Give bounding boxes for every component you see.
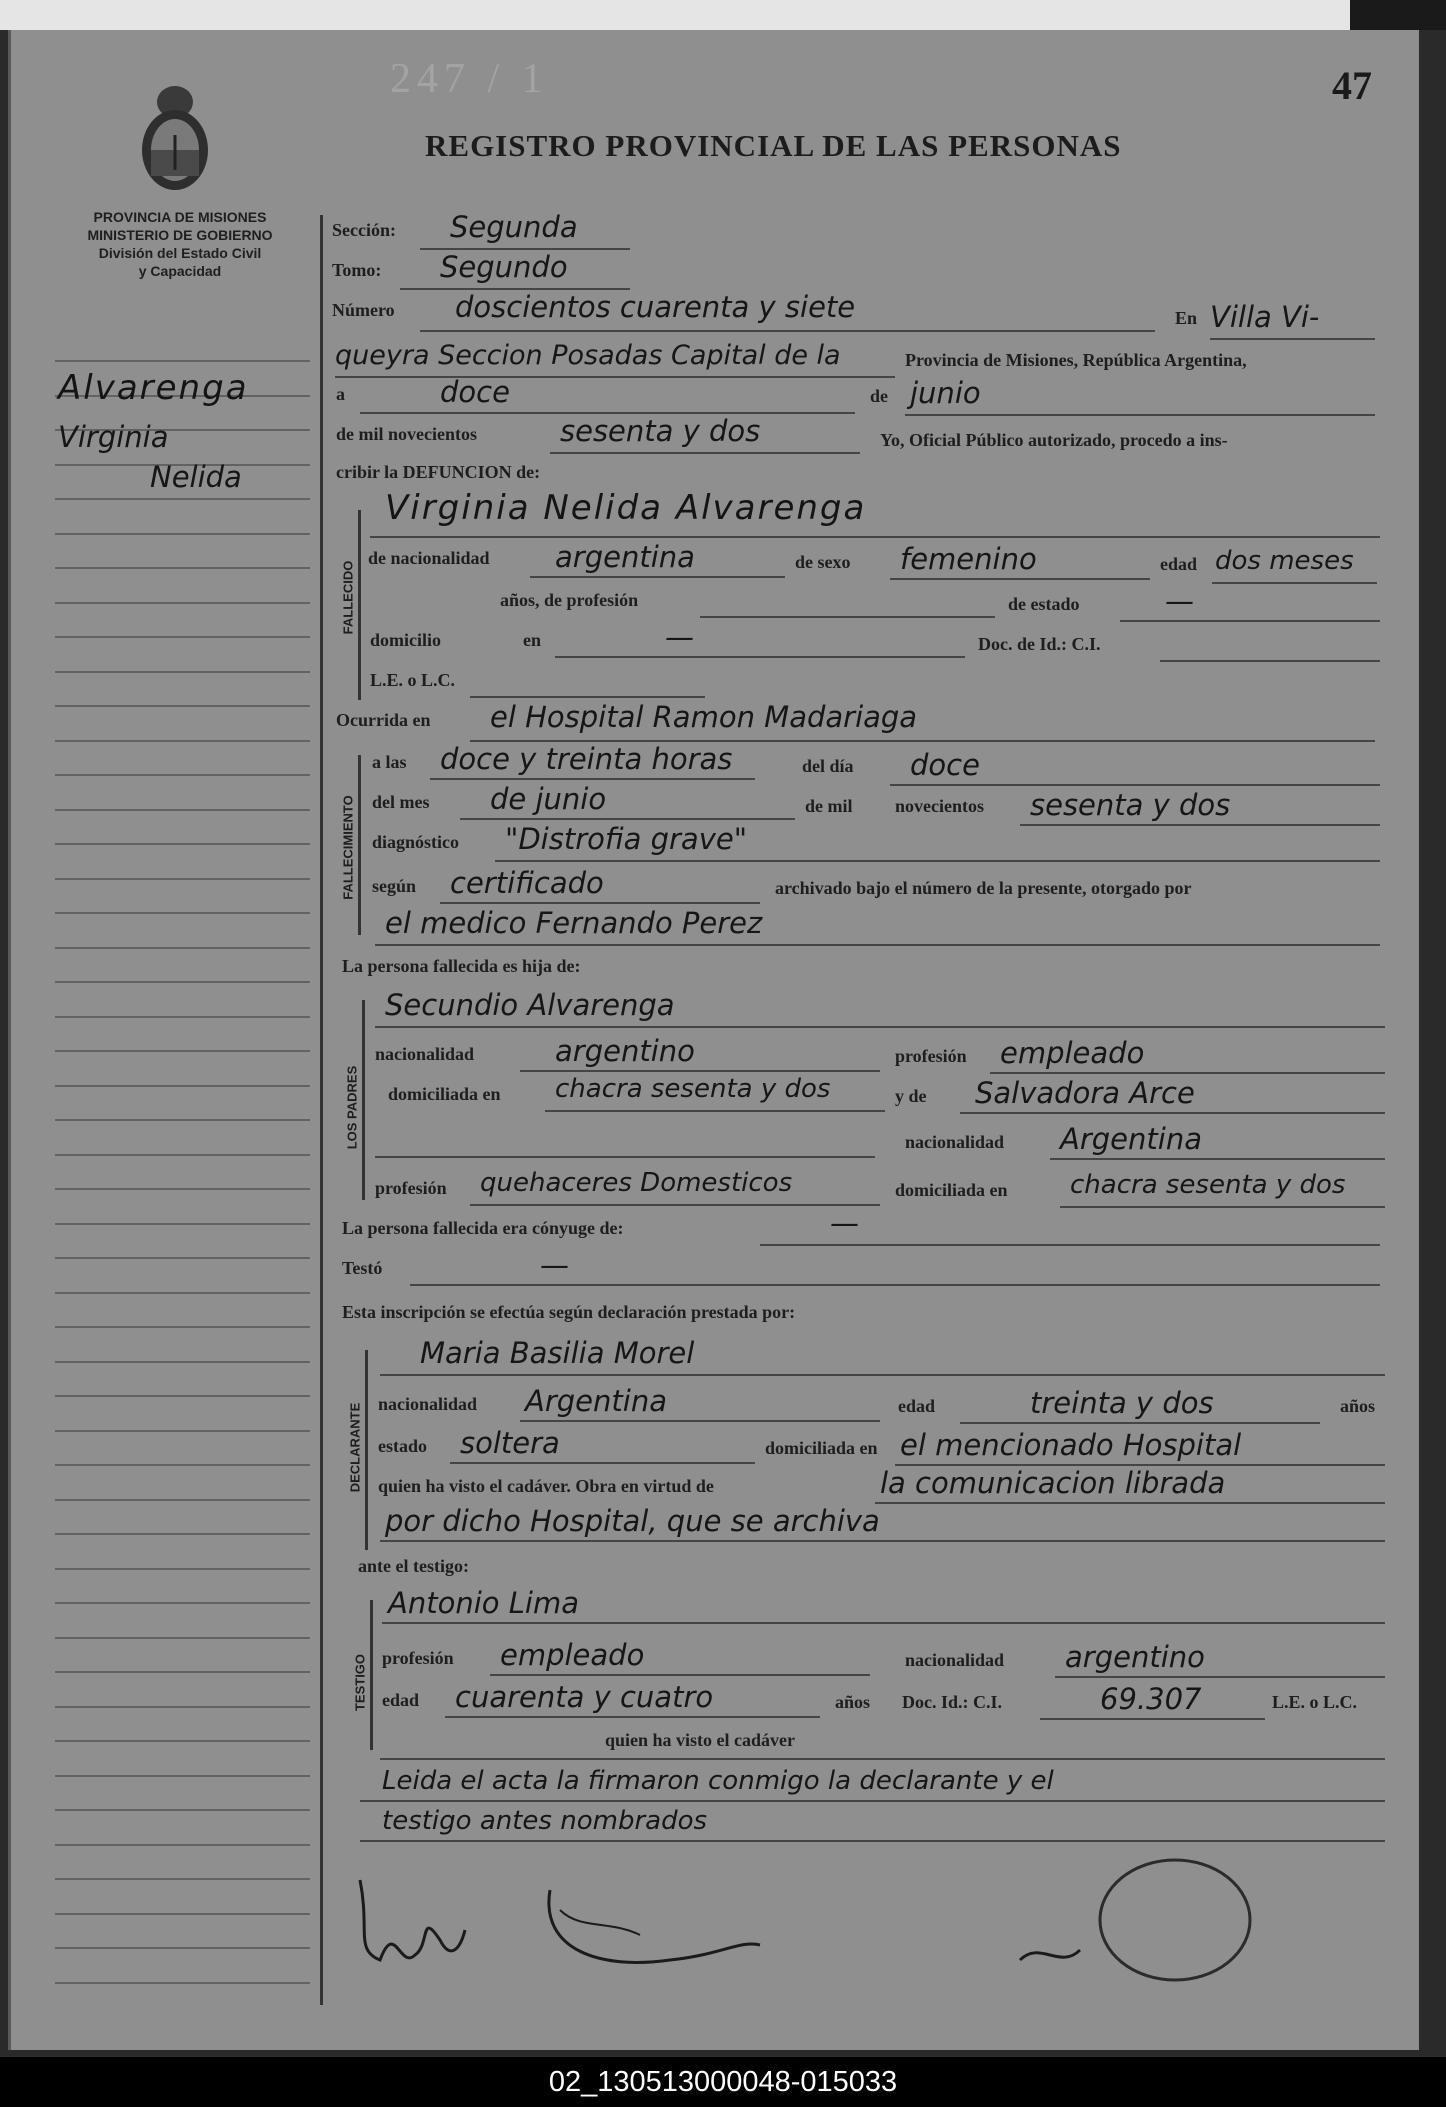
domicilio-value: — [665, 620, 694, 654]
decl-domicilio-value: el mencionado Hospital [900, 1428, 1242, 1462]
margin-rule-line [55, 1706, 310, 1708]
madre-extra-line [375, 1156, 875, 1158]
madre-nacionalidad-line [1050, 1158, 1385, 1160]
diagnostico-line [495, 860, 1380, 862]
oficial-label: Yo, Oficial Público autorizado, procedo a ins- [880, 430, 1228, 450]
top-dark-corner [1350, 0, 1446, 30]
margin-rule-line [55, 809, 310, 811]
signature-testigo-icon [549, 1890, 760, 1962]
numero-label: Número [332, 300, 395, 320]
margin-rule-line [55, 878, 310, 880]
testigo-edad-label: edad [382, 1690, 420, 1710]
del-dia-label: del día [802, 756, 854, 776]
padre-profesion-line [990, 1072, 1385, 1074]
quien-ha-visto-label: quien ha visto el cadáver. Obra en virtud de [378, 1476, 714, 1496]
testigo-anos-label: años [835, 1692, 871, 1712]
testigo-doc-label: Doc. Id.: C.I. [902, 1692, 1003, 1712]
a-las-value: doce y treinta horas [440, 742, 733, 776]
margin-rule-line [55, 567, 310, 569]
testigo-profesion-label: profesión [382, 1648, 454, 1668]
margin-rule-line [55, 1947, 310, 1949]
declaracion-label: Esta inscripción se efectúa según declaración prestada por: [342, 1302, 796, 1322]
segun-line [440, 902, 760, 904]
margin-rule-line [55, 1016, 310, 1018]
margin-rule-line [55, 947, 310, 949]
decl-edad-label: edad [898, 1396, 936, 1416]
margin-firstname: Virginia [58, 420, 169, 454]
hija-de-label: La persona fallecida es hija de: [342, 956, 581, 976]
testigo-edad-line [445, 1716, 820, 1718]
margin-rule-line [55, 1430, 310, 1432]
margin-rule-line [55, 1154, 310, 1156]
margin-rule-line [55, 1913, 310, 1915]
margin-rule-line [55, 533, 310, 535]
diagnostico-value: "Distrofia grave" [505, 822, 748, 856]
margin-rule-line [55, 1568, 310, 1570]
top-strip [0, 0, 1446, 30]
nacionalidad-value: argentina [555, 540, 695, 574]
ano-value: sesenta y dos [560, 414, 761, 448]
margin-rule-line [55, 1119, 310, 1121]
ante-testigo-label: ante el testigo: [358, 1556, 469, 1576]
nacionalidad-line [530, 576, 785, 578]
anio-fallec-line [1020, 824, 1380, 826]
margin-rule-line [55, 1085, 310, 1087]
ocurrida-label: Ocurrida en [336, 710, 431, 730]
a-las-label: a las [372, 752, 407, 772]
decl-estado-line [450, 1462, 755, 1464]
doc-id-line [1160, 660, 1380, 662]
signature-declarante-icon [360, 1880, 465, 1960]
obra-virtud-value-1: la comunicacion librada [880, 1466, 1226, 1500]
ano-line [550, 452, 860, 454]
margin-rule-line [55, 498, 310, 500]
seccion-value: Segunda [450, 210, 578, 244]
en-lower-label: en [523, 630, 541, 650]
agency-line: PROVINCIA DE MISIONES [93, 209, 267, 225]
del-dia-line [890, 784, 1380, 786]
domicilio-line [555, 656, 965, 658]
testigo-ci-line [1040, 1718, 1265, 1720]
madre-profesion-line [470, 1204, 880, 1206]
madre-name: Salvadora Arce [975, 1076, 1195, 1110]
margin-rule-line [55, 1533, 310, 1535]
testigo-profesion-line [490, 1674, 870, 1676]
anio-fallec-value: sesenta y dos [1030, 788, 1231, 822]
testigo-nacionalidad-line [1055, 1676, 1385, 1678]
diagnostico-label: diagnóstico [372, 832, 460, 852]
decl-edad-value: treinta y dos [1030, 1386, 1214, 1420]
declarante-line [380, 1374, 1385, 1376]
lugar-value-1: Villa Vi- [1210, 300, 1320, 334]
margin-rule-line [55, 1982, 310, 1984]
agency-line: y Capacidad [138, 263, 222, 279]
deceased-name: Virginia Nelida Alvarenga [385, 488, 867, 528]
padre-profesion-value: empleado [1000, 1036, 1145, 1070]
padre-domicilio-value: chacra sesenta y dos [555, 1074, 831, 1104]
sexo-line [890, 578, 1150, 580]
padres-bracket [362, 1000, 365, 1200]
numero-value: doscientos cuarenta y siete [455, 290, 856, 324]
margin-rule-line [55, 636, 310, 638]
medico-value: el medico Fernando Perez [385, 906, 763, 940]
decl-edad-line [960, 1422, 1320, 1424]
closing-rule-2 [360, 1840, 1385, 1842]
lugar-value-2: queyra Seccion Posadas Capital de la [335, 340, 841, 371]
quien-visto-label: quien ha visto el cadáver [605, 1730, 796, 1750]
de-label: de [870, 386, 888, 406]
testigo-nacionalidad-label: nacionalidad [905, 1650, 1005, 1670]
signatures [340, 1850, 1400, 2000]
closing-line-1: Leida el acta la firmaron conmigo la declarante y el [382, 1766, 1054, 1796]
coat-of-arms-icon [130, 80, 220, 200]
lugar-line-1 [1210, 338, 1375, 340]
domiciliada-label: domiciliada en [388, 1084, 501, 1104]
margin-rule-line [55, 602, 310, 604]
testo-label: Testó [342, 1258, 383, 1278]
seccion-label: Sección: [332, 220, 396, 240]
decl-estado-label: estado [378, 1436, 427, 1456]
y-de-label: y de [895, 1086, 927, 1106]
testigo-bracket [370, 1600, 373, 1750]
ocurrida-value: el Hospital Ramon Madariaga [490, 700, 918, 734]
padre-profesion-label: profesión [895, 1046, 967, 1066]
domicilio-label: domicilio [370, 630, 441, 650]
testigo-line [382, 1622, 1385, 1624]
margin-rule-line [55, 1292, 310, 1294]
decl-estado-value: soltera [460, 1426, 560, 1460]
margin-rule-line [55, 360, 310, 362]
edad-label: edad [1160, 554, 1198, 574]
signature-oficial-icon [1020, 1950, 1080, 1960]
fallecido-side-label: FALLECIDO [340, 560, 356, 635]
margin-rule-line [55, 1257, 310, 1259]
estado-label: de estado [1008, 594, 1080, 614]
agency-line: División del Estado Civil [98, 245, 262, 261]
margin-rule-line [55, 1637, 310, 1639]
padre-nacionalidad-line [520, 1070, 880, 1072]
testigo-nacionalidad-value: argentino [1065, 1640, 1205, 1674]
document-title: REGISTRO PROVINCIAL DE LAS PERSONAS [425, 128, 1122, 163]
testigo-ci-value: 69.307 [1100, 1682, 1202, 1716]
madre-profesion-value: quehaceres Domesticos [480, 1168, 793, 1198]
margin-rule-line [55, 740, 310, 742]
dia-value: doce [440, 375, 510, 409]
obra-virtud-value-2: por dicho Hospital, que se archiva [385, 1504, 880, 1538]
le-lc-line [470, 696, 705, 698]
declarante-side-label: DECLARANTE [347, 1402, 363, 1493]
testo-line [410, 1284, 1380, 1286]
declarante-name: Maria Basilia Morel [420, 1336, 695, 1370]
page-number: 47 [1332, 63, 1372, 108]
testigo-edad-value: cuarenta y cuatro [455, 1680, 714, 1714]
estado-line [1120, 620, 1380, 622]
anos-profesion-label: años, de profesión [500, 590, 639, 610]
obra-virtud-line-2 [380, 1540, 1385, 1542]
a-label: a [336, 384, 345, 404]
madre-domiciliada-label: domiciliada en [895, 1180, 1008, 1200]
margin-rule-line [55, 981, 310, 983]
testigo-close-line [380, 1758, 1385, 1760]
sexo-value: femenino [900, 542, 1037, 576]
column-separator [320, 215, 323, 2005]
margin-surname: Alvarenga [58, 368, 249, 408]
profesion-line [700, 616, 995, 618]
decl-nacionalidad-value: Argentina [525, 1384, 667, 1418]
testigo-side-label: TESTIGO [352, 1653, 368, 1712]
testigo-profesion-value: empleado [500, 1638, 645, 1672]
del-mes-value: de junio [490, 782, 607, 816]
testigo-le-lc-label: L.E. o L.C. [1272, 1692, 1358, 1712]
estado-value: — [1165, 584, 1194, 618]
mes-value: junio [910, 376, 981, 410]
testo-value: — [540, 1248, 569, 1282]
margin-rule-line [55, 1809, 310, 1811]
provincia-label: Provincia de Misiones, República Argentina, [905, 350, 1247, 370]
le-lc-label: L.E. o L.C. [370, 670, 456, 690]
segun-value: certificado [450, 866, 604, 900]
margin-rule-line [55, 1671, 310, 1673]
agency-block [55, 208, 305, 280]
decl-nacionalidad-label: nacionalidad [378, 1394, 478, 1414]
del-mes-label: del mes [372, 792, 430, 812]
obra-virtud-line-1 [875, 1502, 1385, 1504]
padre-name: Secundio Alvarenga [385, 988, 675, 1022]
padre-nacionalidad-label: nacionalidad [375, 1044, 475, 1064]
closing-rule-1 [360, 1800, 1385, 1802]
edad-value: dos meses [1215, 546, 1354, 576]
signature-stroke-icon [560, 1910, 640, 1935]
margin-rule-line [55, 1395, 310, 1397]
margin-rule-line [55, 671, 310, 673]
margin-rule-line [55, 1499, 310, 1501]
name-line [370, 536, 1380, 538]
madre-domicilio-value: chacra sesenta y dos [1070, 1170, 1346, 1200]
madre-nacionalidad-label: nacionalidad [905, 1132, 1005, 1152]
segun-label: según [372, 876, 417, 896]
conyuge-value: — [830, 1206, 859, 1240]
conyuge-line [760, 1244, 1380, 1246]
tomo-label: Tomo: [332, 260, 382, 280]
lugar-line-2 [335, 376, 895, 378]
conyuge-label: La persona fallecida era cónyuge de: [342, 1218, 624, 1238]
margin-middlename: Nelida [150, 460, 242, 494]
margin-rule-line [55, 705, 310, 707]
agency-line: MINISTERIO DE GOBIERNO [87, 227, 273, 243]
margin-rule-line [55, 1878, 310, 1880]
decl-anos-label: años [1340, 1396, 1376, 1416]
fallecimiento-bracket [358, 755, 361, 935]
madre-line [960, 1112, 1385, 1114]
doc-id-label: Doc. de Id.: C.I. [978, 634, 1101, 654]
madre-nacionalidad-value: Argentina [1060, 1122, 1202, 1156]
margin-rule-line [55, 1223, 310, 1225]
image-caption: 02_130513000048-015033 [0, 2057, 1446, 2107]
closing-line-2: testigo antes nombrados [382, 1806, 708, 1836]
archivado-label: archivado bajo el número de la presente, otorgado por [775, 878, 1192, 898]
mes-line [905, 414, 1375, 416]
margin-rule-line [55, 1050, 310, 1052]
medico-line [375, 944, 1380, 946]
margin-rule-line [55, 774, 310, 776]
mil-novecientos-label: de mil novecientos [336, 424, 477, 444]
declarante-bracket [365, 1350, 368, 1550]
margin-rule-line [55, 1775, 310, 1777]
decl-nacionalidad-line [520, 1420, 880, 1422]
padre-line [375, 1026, 1385, 1028]
padre-domicilio-line [545, 1110, 885, 1112]
del-mes-line [460, 818, 795, 820]
margin-rule-line [55, 843, 310, 845]
ghost-number: 247 / 1 [390, 56, 549, 102]
madre-domicilio-line [1060, 1206, 1385, 1208]
margin-rule-line [55, 912, 310, 914]
madre-profesion-label: profesión [375, 1178, 447, 1198]
cribir-label: cribir la DEFUNCION de: [336, 462, 541, 482]
testigo-name: Antonio Lima [388, 1586, 579, 1620]
margin-rule-line [55, 1844, 310, 1846]
fallecimiento-side-label: FALLECIMIENTO [340, 795, 356, 900]
margin-rule-line [55, 1740, 310, 1742]
del-dia-value: doce [910, 748, 980, 782]
decl-domiciliada-label: domiciliada en [765, 1438, 878, 1458]
sexo-label: de sexo [795, 552, 851, 572]
margin-rule-line [55, 1464, 310, 1466]
a-las-line [430, 778, 755, 780]
de-mil-label: de mil [805, 796, 853, 816]
official-seal-icon [1100, 1860, 1250, 1980]
padre-nacionalidad-value: argentino [555, 1034, 695, 1068]
edad-line [1212, 582, 1377, 584]
fallecido-bracket [358, 510, 361, 700]
padres-side-label: LOS PADRES [344, 1065, 360, 1150]
nacionalidad-label: de nacionalidad [368, 548, 490, 568]
en-label: En [1175, 308, 1198, 328]
novecientos-label: novecientos [895, 796, 984, 816]
margin-rule-line [55, 1361, 310, 1363]
margin-rule-line [55, 1602, 310, 1604]
margin-rule-line [55, 1188, 310, 1190]
margin-rule-line [55, 1326, 310, 1328]
tomo-value: Segundo [440, 250, 568, 284]
numero-line [420, 330, 1155, 332]
